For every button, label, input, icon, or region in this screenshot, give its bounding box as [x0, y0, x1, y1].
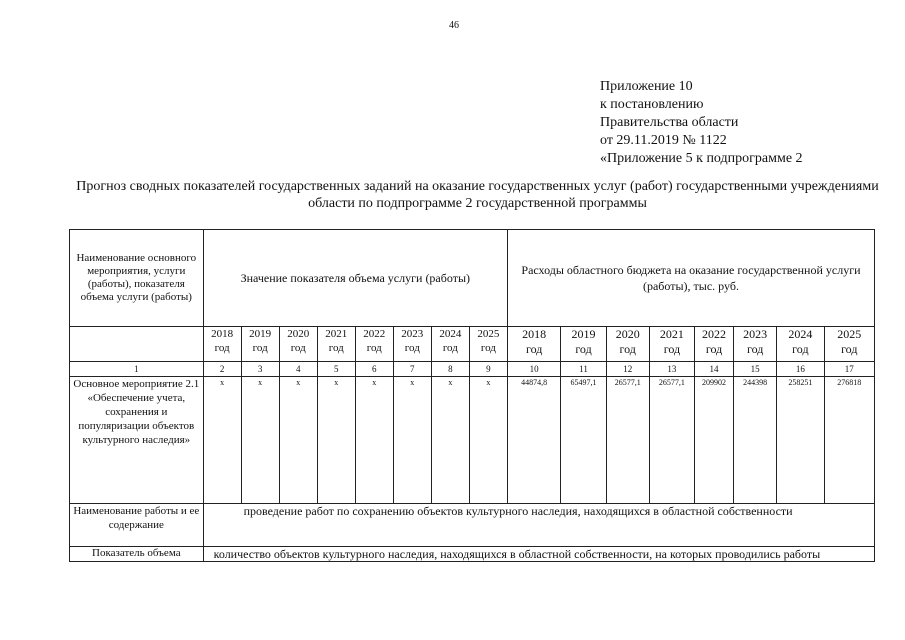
work-description: проведение работ по сохранению объектов культурного наследия, находящихся в областной собственности [203, 504, 874, 547]
empty-cell [70, 327, 204, 362]
column-number: 17 [824, 362, 874, 377]
expense-value: 258251 [777, 377, 824, 504]
column-number: 11 [561, 362, 606, 377]
column-number: 1 [70, 362, 204, 377]
year-cell: 2022 год [695, 327, 734, 362]
page-number: 46 [449, 20, 459, 31]
column-number: 2 [203, 362, 241, 377]
expense-value: 44874,8 [507, 377, 560, 504]
column-number: 9 [469, 362, 507, 377]
expense-value: 209902 [695, 377, 734, 504]
volume-value: x [203, 377, 241, 504]
annex-block [600, 78, 803, 168]
header-expenses-cell: Расходы областного бюджета на оказание государственной услуги (работы), тыс. руб. [507, 230, 874, 327]
year-cell: 2024 год [431, 327, 469, 362]
expense-value: 65497,1 [561, 377, 606, 504]
column-number: 7 [393, 362, 431, 377]
document-title: Прогноз сводных показателей государственных заданий на оказание государственных услуг (работ) государственными учреждениями области по подпрограмме 2 государственной программы [76, 179, 879, 211]
annex-line: «Приложение 5 к подпрограмме 2 [600, 151, 803, 166]
main-event-name: Основное мероприятие 2.1 «Обеспечение учета, сохранения и популяризации объектов культурного наследия» [70, 377, 204, 504]
volume-value: x [431, 377, 469, 504]
work-label: Наименование работы и ее содержание [70, 504, 204, 547]
column-number: 16 [777, 362, 824, 377]
year-cell: 2025 год [824, 327, 874, 362]
year-cell: 2018 год [203, 327, 241, 362]
annex-line: от 29.11.2019 № 1122 [600, 133, 727, 148]
forecast-table [69, 229, 875, 562]
year-cell: 2020 год [606, 327, 649, 362]
expense-value: 276818 [824, 377, 874, 504]
column-number: 8 [431, 362, 469, 377]
annex-line: к постановлению [600, 97, 704, 112]
volume-value: x [279, 377, 317, 504]
volume-indicator-label: Показатель объема [70, 547, 204, 562]
header-volume-cell: Значение показателя объема услуги (работы) [203, 230, 507, 327]
column-number: 5 [317, 362, 355, 377]
table-row [70, 504, 875, 547]
year-cell: 2021 год [317, 327, 355, 362]
column-number: 10 [507, 362, 560, 377]
volume-value: x [317, 377, 355, 504]
volume-value: x [241, 377, 279, 504]
column-number: 12 [606, 362, 649, 377]
year-cell: 2021 год [649, 327, 694, 362]
column-number: 13 [649, 362, 694, 377]
table-row [70, 377, 875, 504]
column-number: 4 [279, 362, 317, 377]
expense-value: 26577,1 [606, 377, 649, 504]
year-cell: 2018 год [507, 327, 560, 362]
year-cell: 2022 год [355, 327, 393, 362]
expense-value: 244398 [734, 377, 777, 504]
year-cell: 2024 год [777, 327, 824, 362]
table-row [70, 547, 875, 562]
column-number: 3 [241, 362, 279, 377]
column-number: 6 [355, 362, 393, 377]
expense-value: 26577,1 [649, 377, 694, 504]
years-row [70, 327, 875, 362]
column-number: 14 [695, 362, 734, 377]
volume-value: x [393, 377, 431, 504]
annex-line: Приложение 10 [600, 79, 693, 94]
year-cell: 2023 год [393, 327, 431, 362]
column-numbers-row [70, 362, 875, 377]
year-cell: 2020 год [279, 327, 317, 362]
year-cell: 2023 год [734, 327, 777, 362]
header-name-cell: Наименование основного мероприятия, услуги (работы), показателя объема услуги (работы) [70, 230, 204, 327]
year-cell: 2019 год [241, 327, 279, 362]
year-cell: 2025 год [469, 327, 507, 362]
year-cell: 2019 год [561, 327, 606, 362]
volume-indicator-description: количество объектов культурного наследия, находящихся в областной собственности, на которых проводились работы [203, 547, 874, 562]
annex-line: Правительства области [600, 115, 739, 130]
column-number: 15 [734, 362, 777, 377]
volume-value: x [469, 377, 507, 504]
volume-value: x [355, 377, 393, 504]
